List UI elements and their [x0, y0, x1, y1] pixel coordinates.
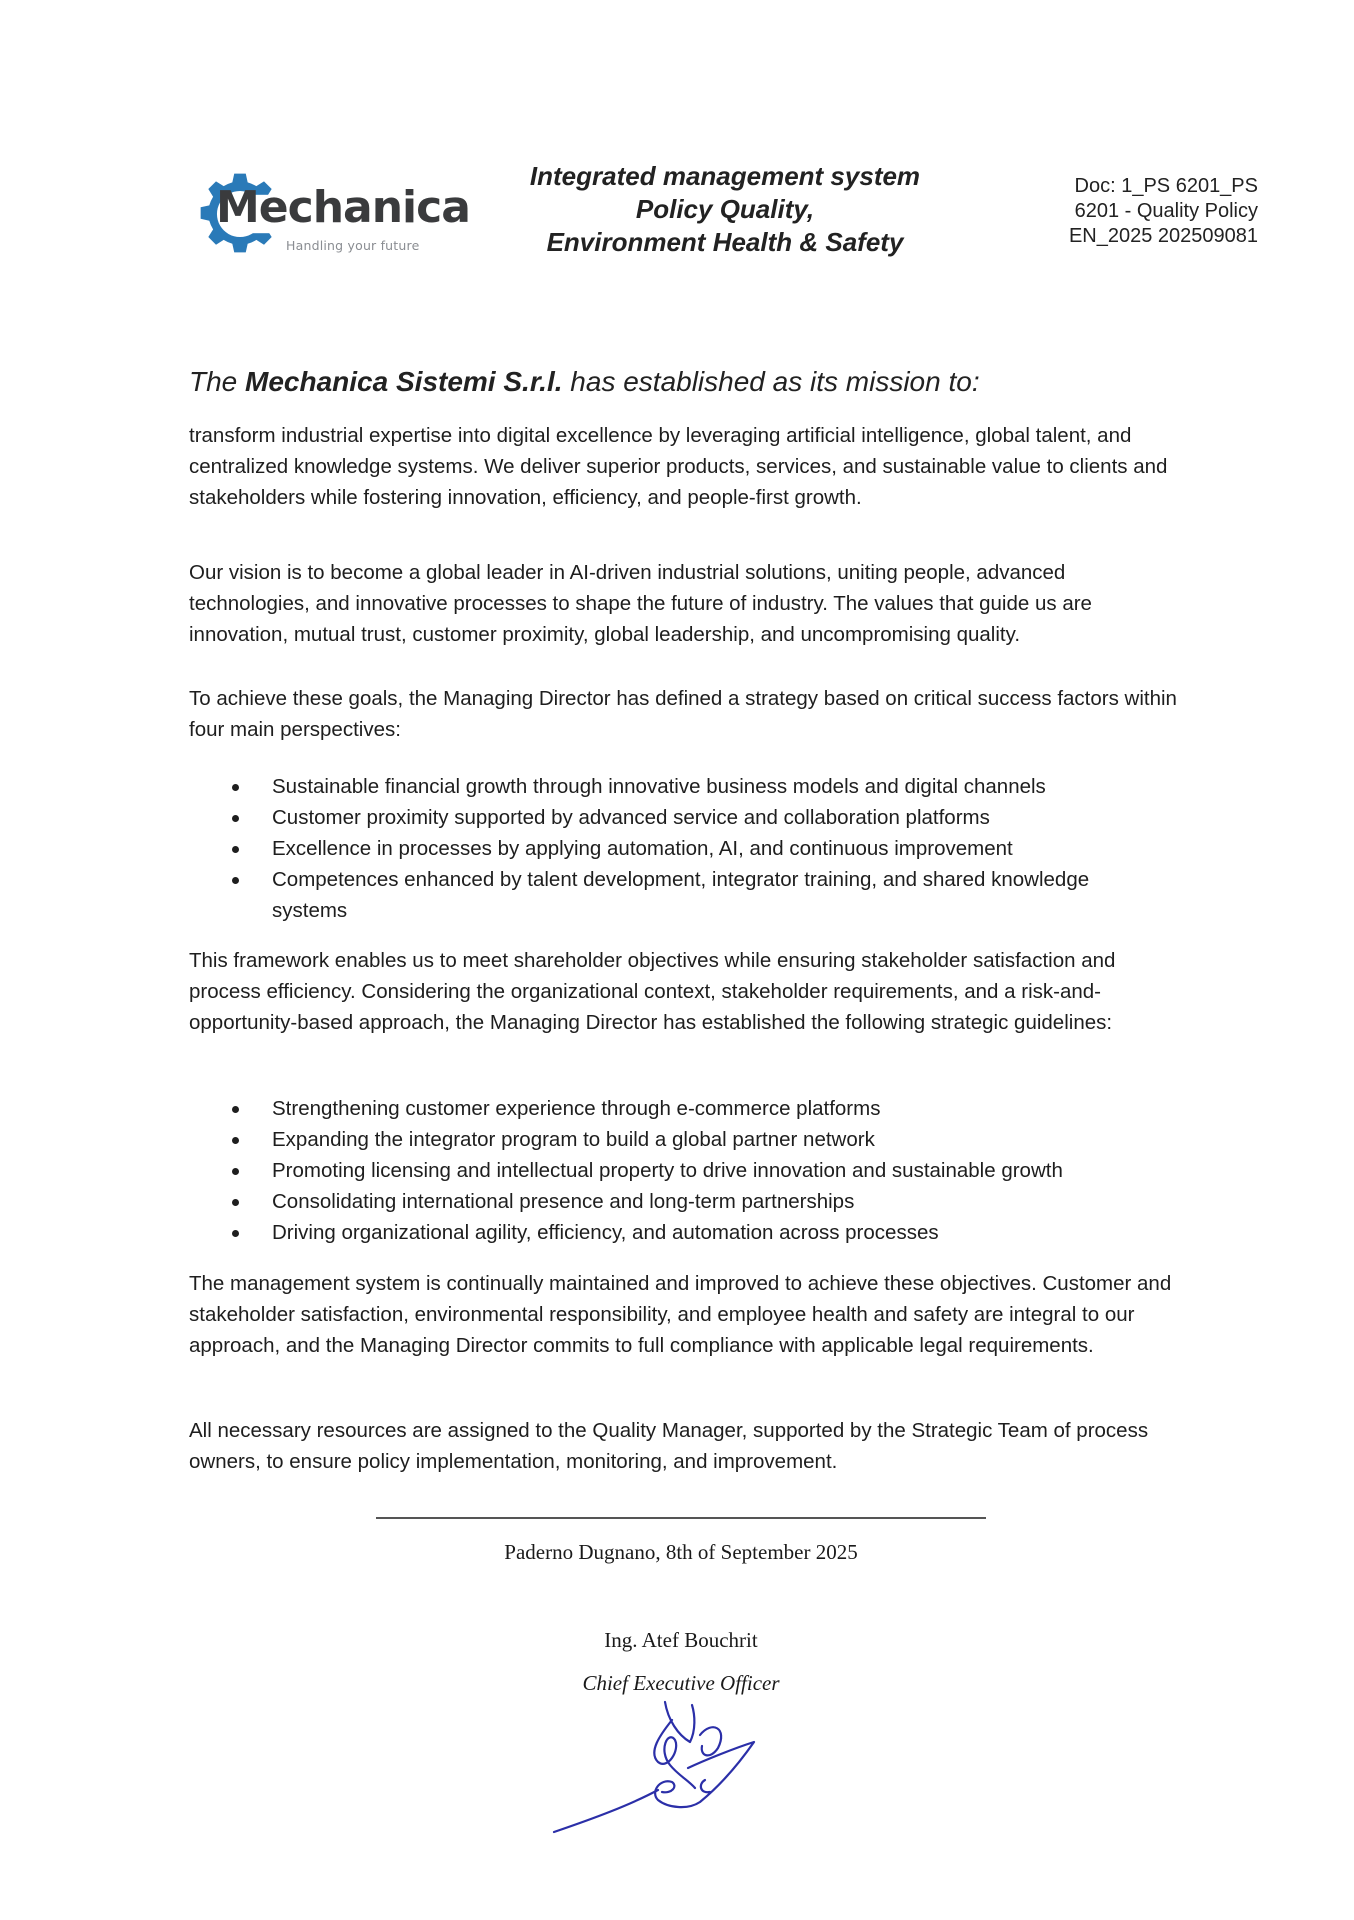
title-line-3: Environment Health & Safety: [546, 227, 904, 257]
doc-ref-line-3: EN_2025 202509081: [1068, 225, 1258, 247]
logo-tagline: Handling your future: [286, 238, 420, 253]
list-item: [189, 1124, 1189, 1155]
list-item: [189, 1155, 1189, 1186]
company-name: Mechanica Sistemi S.r.l.: [245, 366, 563, 397]
bullet-icon: [232, 1168, 239, 1175]
signature-stroke: [701, 1780, 710, 1792]
bullet-icon: [232, 1106, 239, 1113]
list-item: [189, 864, 1142, 926]
signer-title: Chief Executive Officer: [582, 1671, 780, 1695]
strategy-intro-paragraph: To achieve these goals, the Managing Director has defined a strategy based on critical success factors within four main perspectives:: [189, 687, 1177, 741]
company-logo: [192, 160, 470, 270]
title-line-2: Policy Quality,: [635, 194, 815, 224]
mission-heading-suffix: has established as its mission to:: [562, 366, 980, 397]
list-item: [189, 802, 1189, 833]
list-item-text: Expanding the integrator program to build a global partner network: [272, 1128, 875, 1151]
title-line-1: Integrated management system: [529, 161, 921, 191]
list-item-text: Driving organizational agility, efficiency, and automation across processes: [272, 1221, 939, 1244]
management-system-paragraph: The management system is continually maintained and improved to achieve these objectives. Customer and stakeholder satisfaction, environmental responsibility, and employee health and safety are integral to our approach, and the Managing Director commits to full compliance with applicable legal requirements.: [189, 1272, 1172, 1357]
list-item-text: Sustainable financial growth through innovative business models and digital channels: [272, 775, 1046, 798]
perspectives-list: [189, 771, 1189, 926]
document-reference: [1040, 174, 1258, 249]
list-item: [189, 833, 1189, 864]
signature-stroke: [700, 1727, 721, 1755]
bullet-icon: [232, 1199, 239, 1206]
signature-stroke: [554, 1790, 658, 1832]
framework-paragraph: This framework enables us to meet shareholder objectives while ensuring stakeholder satisfaction and process efficiency. Considering the organizational context, stakeholder requirements, and a risk-and-opportunity-based approach, the Managing Director has established the following strategic guidelines:: [189, 949, 1116, 1034]
handwritten-signature: [540, 1680, 780, 1840]
list-item-text: Competences enhanced by talent development, integrator training, and shared knowledge systems: [272, 868, 1090, 922]
place-date: Paderno Dugnano, 8th of September 2025: [504, 1540, 858, 1564]
list-item: [189, 1186, 1189, 1217]
signature-stroke: [654, 1720, 695, 1788]
signer-name: Ing. Atef Bouchrit: [604, 1628, 758, 1652]
signature-divider: [376, 1517, 986, 1519]
doc-ref-line-2: 6201 - Quality Policy: [1074, 200, 1258, 222]
vision-paragraph: Our vision is to become a global leader in AI-driven industrial solutions, uniting people, advanced technologies, and innovative processes to shape the future of industry. The values that guide us are innovation, mutual trust, customer proximity, global leadership, and uncompromising quality.: [189, 561, 1092, 646]
list-item-text: Promoting licensing and intellectual property to drive innovation and sustainable growth: [272, 1159, 1063, 1182]
logo-wordmark: Mechanica: [216, 182, 470, 233]
mission-heading-prefix: The: [189, 366, 246, 397]
signature-stroke: [655, 1742, 754, 1807]
mission-heading: [189, 366, 980, 398]
bullet-icon: [232, 1230, 239, 1237]
guidelines-list: [189, 1093, 1189, 1248]
list-item-text: Strengthening customer experience through e-commerce platforms: [272, 1097, 881, 1120]
bullet-icon: [232, 1137, 239, 1144]
list-item-text: Excellence in processes by applying automation, AI, and continuous improvement: [272, 837, 1013, 860]
list-item: [189, 771, 1189, 802]
list-item: [189, 1217, 1189, 1248]
doc-ref-line-1: Doc: 1_PS 6201_PS: [1074, 175, 1258, 197]
bullet-icon: [232, 784, 239, 791]
list-item-text: Customer proximity supported by advanced service and collaboration platforms: [272, 806, 990, 829]
mission-paragraph: transform industrial expertise into digital excellence by leveraging artificial intelligence, global talent, and centralized knowledge systems. We deliver superior products, services, and sustainable value to clients and stakeholders while fostering innovation, efficiency, and people-first growth.: [189, 424, 1168, 509]
list-item: [189, 1093, 1189, 1124]
resources-paragraph: All necessary resources are assigned to the Quality Manager, supported by the Strategic Team of process owners, to ensure policy implementation, monitoring, and improvement.: [189, 1419, 1149, 1473]
bullet-icon: [232, 877, 239, 884]
bullet-icon: [232, 846, 239, 853]
bullet-icon: [232, 815, 239, 822]
document-title: [490, 160, 960, 259]
list-item-text: Consolidating international presence and long-term partnerships: [272, 1190, 855, 1213]
